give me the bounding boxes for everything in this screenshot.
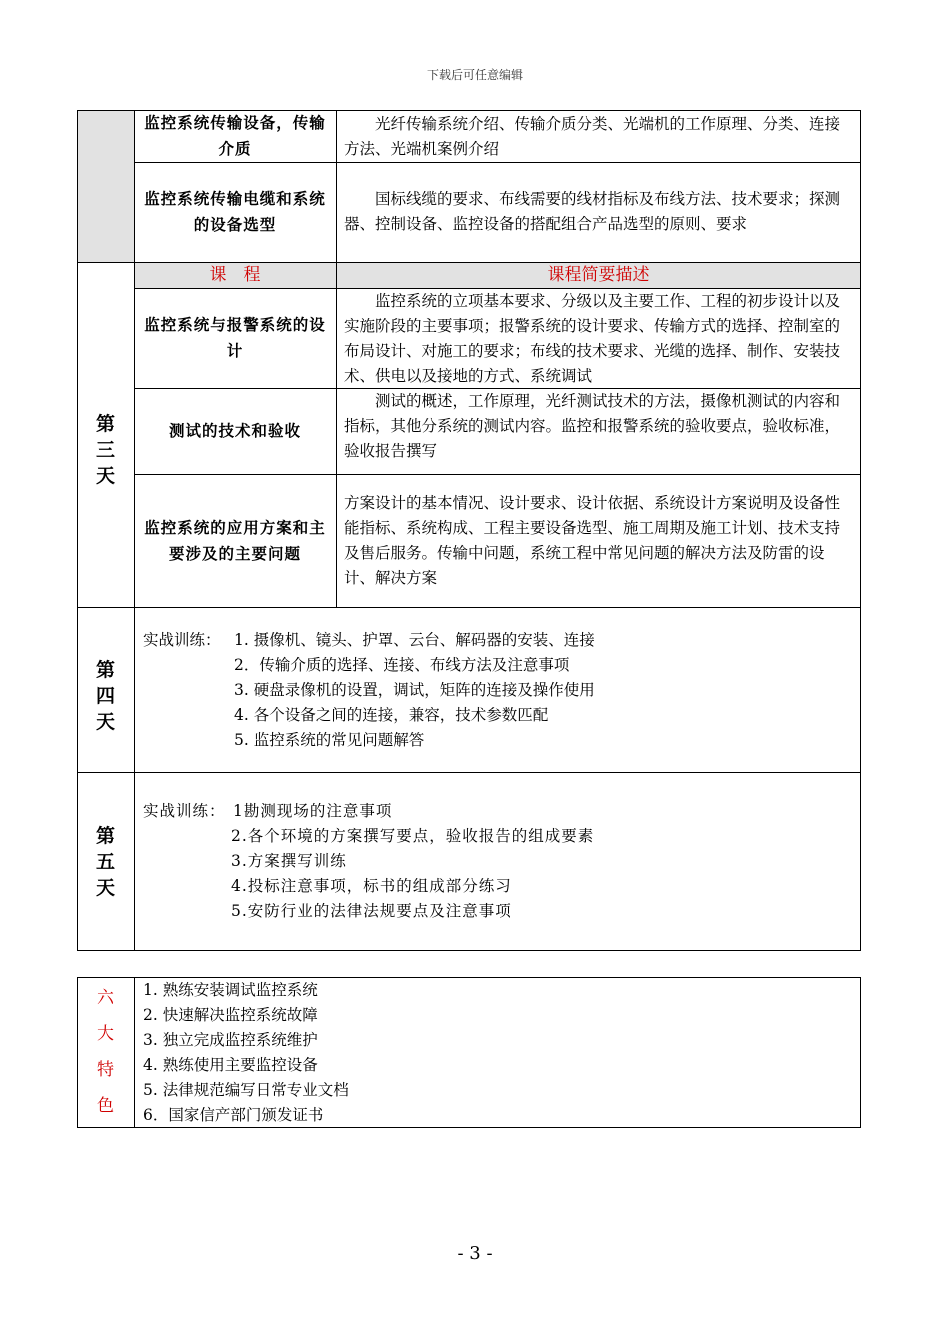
list-item: 1勘测现场的注意事项 bbox=[233, 802, 393, 820]
row-divider bbox=[134, 388, 861, 389]
course-cell: 监控系统传输电缆和系统的设备选型 bbox=[144, 190, 326, 234]
course-cell: 测试的技术和验收 bbox=[168, 422, 301, 440]
list-item: 2.各个环境的方案撰写要点，验收报告的组成要素 bbox=[231, 827, 595, 845]
list-item: 2. 快速解决监控系统故障 bbox=[143, 1006, 318, 1024]
day-label: 第三天 bbox=[95, 413, 115, 487]
list-item: 4. 各个设备之间的连接，兼容，技术参数匹配 bbox=[234, 706, 549, 724]
row-divider bbox=[77, 262, 861, 263]
list-item: 3.方案撰写训练 bbox=[231, 852, 347, 870]
course-cell: 监控系统的应用方案和主要涉及的主要问题 bbox=[144, 519, 326, 563]
course-cell: 监控系统传输设备，传输介质 bbox=[144, 114, 326, 158]
row-divider bbox=[134, 162, 861, 163]
day-label: 第五天 bbox=[95, 824, 115, 899]
table-border-left bbox=[77, 977, 78, 1128]
column-divider bbox=[134, 977, 135, 1128]
table-border-top bbox=[77, 110, 861, 111]
table-border-top bbox=[77, 977, 861, 978]
list-item: 4. 熟练使用主要监控设备 bbox=[143, 1056, 318, 1074]
header-note: 下载后可任意编辑 bbox=[426, 68, 523, 82]
description-cell: 测试的概述，工作原理，光纤测试技术的方法，摄像机测试的内容和指标，其他分系统的测试内容。监控和报警系统的验收要点，验收标准，验收报告撰写 bbox=[344, 392, 841, 460]
description-column-header: 课程简要描述 bbox=[547, 265, 650, 285]
course-cell: 监控系统与报警系统的设计 bbox=[144, 316, 326, 360]
row-divider bbox=[77, 772, 861, 773]
list-item: 5. 法律规范编写日常专业文档 bbox=[143, 1081, 349, 1099]
table-border-left bbox=[77, 110, 78, 951]
row-divider bbox=[77, 607, 861, 608]
course-column-divider bbox=[336, 110, 337, 608]
list-item: 5. 监控系统的常见问题解答 bbox=[234, 731, 425, 749]
table-border-right bbox=[860, 977, 861, 1128]
list-item: 1. 摄像机、镜头、护罩、云台、解码器的安装、连接 bbox=[234, 631, 595, 649]
training-list bbox=[143, 628, 853, 758]
features-list bbox=[143, 978, 853, 1128]
list-item: 1. 熟练安装调试监控系统 bbox=[143, 981, 318, 999]
list-item: 4.投标注意事项，标书的组成部分练习 bbox=[231, 877, 512, 895]
list-item: 2．传输介质的选择、连接、布线方法及注意事项 bbox=[234, 656, 570, 674]
features-label: 六 大 特 色 bbox=[97, 988, 114, 1116]
description-cell: 方案设计的基本情况、设计要求、设计依据、系统设计方案说明及设备性能指标、系统构成、工程主要设备选型、施工周期及施工计划、技术支持及售后服务。传输中问题，系统工程中常见问题的解决方法及防雷的设计、解决方案 bbox=[344, 494, 841, 587]
training-intro: 实战训练： bbox=[143, 802, 226, 820]
day-label: 第四天 bbox=[95, 659, 115, 733]
page-number: - 3 - bbox=[457, 1243, 493, 1264]
description-cell: 国标线缆的要求、布线需要的线材指标及布线方法、技术要求；探测器、控制设备、监控设备的搭配组合产品选型的原则、要求 bbox=[344, 190, 841, 233]
training-list bbox=[143, 799, 853, 929]
description-cell: 光纤传输系统介绍、传输介质分类、光端机的工作原理、分类、连接方法、光端机案例介绍 bbox=[344, 115, 841, 158]
list-item: 3. 硬盘录像机的设置，调试，矩阵的连接及操作使用 bbox=[234, 681, 595, 699]
list-item: 6．国家信产部门颁发证书 bbox=[143, 1106, 324, 1124]
description-cell: 监控系统的立项基本要求、分级以及主要工作、工程的初步设计以及实施阶段的主要事项；报警系统的设计要求、传输方式的选择、控制室的布局设计、对施工的要求；布线的技术要求、光缆的选择、制作、安装技术、供电以及接地的方式、系统调试 bbox=[344, 292, 841, 385]
table-border-bottom bbox=[77, 1127, 861, 1128]
row-divider bbox=[134, 288, 861, 289]
list-item: 5.安防行业的法律法规要点及注意事项 bbox=[231, 902, 512, 920]
row-divider bbox=[134, 474, 861, 475]
list-item: 3. 独立完成监控系统维护 bbox=[143, 1031, 318, 1049]
course-column-header: 课 程 bbox=[209, 265, 261, 285]
table-border-bottom bbox=[77, 950, 861, 951]
day-column-shade bbox=[77, 110, 134, 262]
day-column-divider bbox=[134, 110, 135, 951]
training-intro: 实战训练： bbox=[143, 631, 221, 649]
table-border-right bbox=[860, 110, 861, 951]
